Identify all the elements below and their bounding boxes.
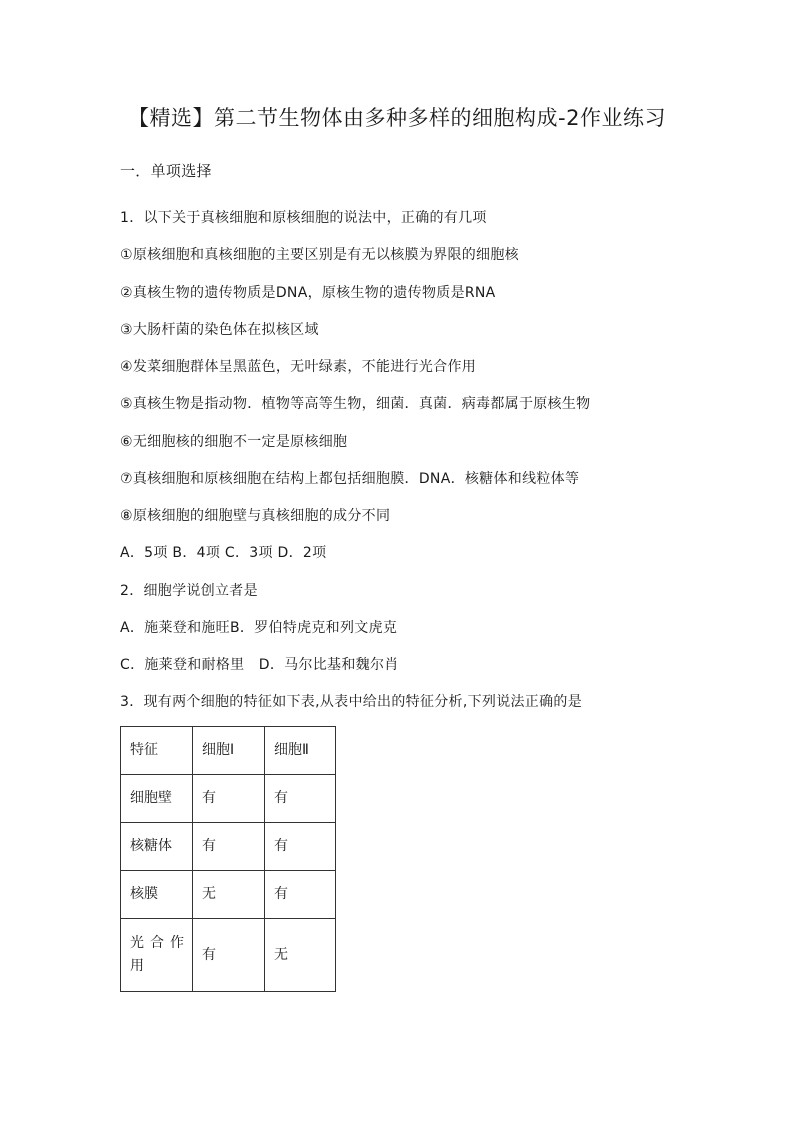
table-row [121, 871, 336, 919]
question-1-item-8: ⑧原核细胞的细胞壁与真核细胞的成分不同 [120, 508, 391, 524]
feature-table [120, 726, 336, 992]
table-row [121, 919, 336, 992]
table-cell: 核膜 [121, 871, 193, 919]
question-1-item-3: ③大肠杆菌的染色体在拟核区域 [120, 322, 319, 338]
table-header-cell: 特征 [121, 727, 193, 775]
table-header-cell: 细胞Ⅱ [265, 727, 336, 775]
table-row [121, 823, 336, 871]
question-1-item-7: ⑦真核细胞和原核细胞在结构上都包括细胞膜．DNA．核糖体和线粒体等 [120, 471, 580, 487]
table-header-row [121, 727, 336, 775]
table-cell: 有 [265, 823, 336, 871]
question-1-item-4: ④发菜细胞群体呈黑蓝色，无叶绿素，不能进行光合作用 [120, 359, 477, 375]
question-1-item-5: ⑤真核生物是指动物．植物等高等生物，细菌．真菌．病毒都属于原核生物 [120, 396, 591, 412]
question-3-stem: 3．现有两个细胞的特征如下表,从表中给出的特征分析,下列说法正确的是 [120, 694, 583, 710]
table-cell: 有 [265, 775, 336, 823]
question-1-item-6: ⑥无细胞核的细胞不一定是原核细胞 [120, 434, 348, 450]
table-header-cell: 细胞Ⅰ [193, 727, 265, 775]
table-cell [121, 919, 193, 992]
document-title: 【精选】第二节生物体由多种多样的细胞构成-2作业练习 [128, 106, 666, 130]
question-2-options-line-1: A．施莱登和施旺B．罗伯特虎克和列文虎克 [120, 620, 398, 636]
question-1-item-2: ②真核生物的遗传物质是DNA，原核生物的遗传物质是RNA [120, 285, 496, 301]
table-cell: 细胞壁 [121, 775, 193, 823]
question-1-stem: 1．以下关于真核细胞和原核细胞的说法中，正确的有几项 [120, 210, 487, 226]
question-2-options-line-2: C．施莱登和耐格里 D．马尔比基和魏尔肖 [120, 657, 399, 673]
table-row [121, 775, 336, 823]
question-1-item-1: ①原核细胞和真核细胞的主要区别是有无以核膜为界限的细胞核 [120, 247, 519, 263]
table-cell: 无 [265, 919, 336, 992]
table-cell: 核糖体 [121, 823, 193, 871]
table-cell: 有 [193, 775, 265, 823]
table-cell-text: 光合作用 [130, 935, 186, 974]
question-2-stem: 2．细胞学说创立者是 [120, 583, 258, 599]
table-cell: 有 [265, 871, 336, 919]
table-cell: 有 [193, 919, 265, 992]
section-heading: 一．单项选择 [120, 162, 212, 180]
table-cell: 有 [193, 823, 265, 871]
table-cell: 无 [193, 871, 265, 919]
question-1-options: A．5项 B．4项 C．3项 D．2项 [120, 545, 327, 561]
